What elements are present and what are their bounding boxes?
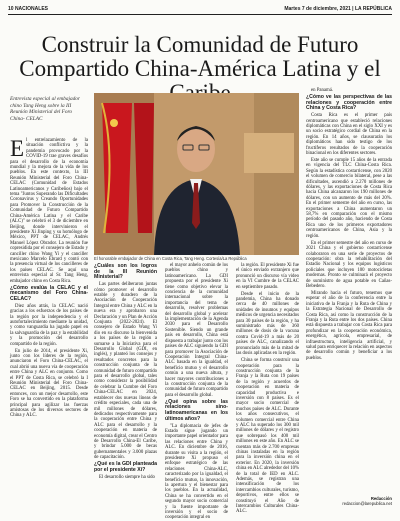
paragraph: Este año se cumple 15 años de la entrada en vigencia del TLC China-Costa Rica. Según la estadística costarricense, con 2020 el volumen de comercio bilateral, pese a las dificultades, ascendió a 2.270 millones de dólares, y las exportaciones de Costa Rica hacia China alcanzaron los 190 millones de dólares, con un aumento de más del 20%. En el primer semestre del año en curso, las exportaciones a China aumentaron un 58,7% en comparación con el mismo período del pasado año, haciendo de Costa Rica uno de los primeros exportadores centroamericanos de China, Asia y la región. [306, 158, 392, 239]
question-heading: ¿Cómo ve las perspectivas de las relaciones y cooperación entre China y Costa Rica? [306, 94, 392, 112]
column-4 [236, 263, 300, 515]
question-heading: ¿Qué opina sobre las relaciones sino-latinoamericanas en los últimos años? [165, 398, 228, 422]
paragraph: En julio de 2014, el presidente Xi, junto con los líderes de la región, anunciaron el Foro China-CELAC, el cual abrió una nueva vía de cooperación entre China y ALC en conjunto. Como el PPT de Costa Rica, se celebró la I Reunión Ministerial del Foro China-CELAC en Beijing, 2015. Desde entonces, con un mejor desarrollo, este Foro se ha convertido en la plataforma principal para agilizar las fuerzas amistosas de los diversos sectores de China y ALC. [10, 348, 88, 419]
paragraph: la región. El presidente Xi fue el único enviado extranjero que pronunció un discurso vía video en la VI Cumbre de la CELAC en septiembre pasado. [236, 263, 299, 290]
question-heading: ¿Cuáles son los logros de la III Reunión Ministerial? [94, 263, 157, 281]
paragraph: el mayor anhelo común de los pueblos chino y latinoamericano. La GDI propuesta por el presidente Xi tiene como objetivo elevar la conciencia de la comunidad internacional sobre la importancia del tema de desarrollo, resolver problemas del desarrollo global y acelerar la implementación de la Agenda 2030 para el Desarrollo Sostenible. Siendo un grande país en desarrollo, China está dispuesta a trabajar junto con los países de ALC siguiendo la GDI para promover la Asociación de Cooperación Integral China-ALC basada en la igualdad, el beneficio mutuo y el desarrollo común a una nueva altura, y hacer mayores contribuciones a la construcción conjunta de la comunidad de futuro compartido para el desarrollo global. [165, 263, 229, 398]
paragraph [10, 138, 88, 284]
paragraph: El desarrollo siempre ha sido [99, 474, 155, 480]
column-3 [165, 263, 229, 521]
drop-cap: E [10, 136, 25, 161]
question-heading: ¿Qué es la GDI planteada por el presidente Xi? [94, 461, 157, 473]
byline-email: redaccion@larepublica.net [342, 501, 392, 506]
paragraph: Desde el inicio de la pandemia, China ha donado cerca de 40 millones de unidades de insumos y equipos médicos de urgencia necesitados para 30 países de la región, y ha suministrado más de 360 millones de dosis de la vacuna contra Covid-19 a más de 20 países de ALC, canalizando el pronunciado más de la mitad de las dosis aplicadas en la región. [236, 291, 299, 357]
ambassador-photo [94, 93, 299, 255]
article-headline: Construir la Comunidad de Futuro Compartido China-América Latina y el [19, 32, 381, 82]
byline-name: Redacción [370, 496, 392, 501]
paragraph: China se forma construir una cooperación para la construcción conjunta de la Franja y la Ruta con 19 países de la región y acuerdos de cooperación en materia de capacidad productiva e inversión con 8 países. Es el mayor socio comercial de muchos países de ALC. Durante los años consecutivos, el volumen comercial entre China y ALC ha superado los 300 mil millones de dólares y el registro que sobrepasó los 400 mil millones en este año. En ALC se cuentan más de 2.700 empresas chinas instaladas en la región para la inversión china en el exterior. En 2020, la inversión china en ALC alrededor del 10% de la total de IED en ALC. Además, se registran una intensificación de los intercambios culturales, turismo, deportivos, entre ellos se constituyó el Año de Intercambios Culturales China-ALC. [236, 358, 300, 515]
paragraph: Las partes deliberaron juntas cómo promover el desarrollo estable y duradero de la Asociación de Cooperación Integral entre China y ALC en la nueva era y aprobaron una Declaración y un Plan de Acción Conjunta (2022-2024). El consejero de Estado Wang Yi dio en su discurso la bienvenida a los países de la región a sumarse a la Iniciativa para el Desarrollo Global (GDI, en inglés), y planteó los consejos y resultados concretos para la construcción conjunta de la comunidad de futuro compartido para el desarrollo global, tales como considerar la posibilidad de celebrar la Cumbre del Foro China-CELAC en 2024, establecer dos nuevas líneas de crédito especiales, cada una de mil millones de dólares, dedicados respectivamente para la cooperación entre China y ALC para el desarrollo y la cooperación en materia de economía digital, crear el Centro de Desarrollo China-El Caribe, y brindar 5.000 de becas gubernamentales y 3.000 plazas de capacitación. [94, 282, 158, 461]
question-heading: ¿Cómo evalúa la CELAC y el mecanismo del Foro China-CELAC? [10, 284, 88, 302]
article-lead: Entrevista especial al embajador chino Tang Heng sobre la III Reunión Ministerial del Foro China- CELAC [10, 96, 80, 122]
paragraph-text: l entrelazamiento de la situación conflictiva y la pandemia provocado por la COVID-19 trae graves desafíos para el desarrollo de la economía mundial y la mejora de la vida de los pueblos. En este contexto, la III Reunión Ministerial del Foro China-CELAC (Comunidad de Estados Latinoamericanos y Caribeños) bajo el tema "Juntos Superando las Dificultades Coronavirus y Creando Oportunidades para Promover la Construcción de la Comunidad de Futuro Compartido China-América Latina y el Caribe (ALC)" se celebró el 3 de diciembre en Beijing, donde intervinieron el presidente Xi Jinping y su homólogo de México, PPT de CELAC, Andrés Manuel López Obrador. La reunión fue copresidida por el consejero de Estado y canciller chino Wang Yi y el canciller mexicano Marcelo Ebrard y contó con la presencia virtual de los cancilleres de los países CELAC. Se aquí una entrevista especial al Sr. Tang Heng, embajador chino en Costa Rica. [10, 138, 88, 284]
date-publication: Martes 7 de diciembre, 2021 | LA REPÚBLICA [284, 6, 392, 12]
paragraph: en Panamá. [311, 88, 334, 93]
page-header [8, 4, 392, 15]
column-2 [94, 263, 157, 506]
column-1 [10, 138, 88, 506]
paragraph: Mirando hacia el futuro, tenemos que esperar el año de la conferencia entre la iniciativa de la Franja y la Ruta de China y la Estrategia Nacional de Desarrollo de Costa Rica, así como la construcción de la Franja y la Ruta entre los dos países. China está dispuesta a trabajar con Costa Rica para profundizar en la cooperación económica, energética, agrícola, empresarial, de infraestructura, inteligencia artificial, y salud para enriquecer la relación en aspectos de desarrollo común y beneficiar a los pueblos. [306, 290, 392, 361]
paragraph: En el primer semestre del año en curso de 2021 China y el gobierno costarricense colaboraron en una serie de proyectos de cooperación: obra la rehabilitación del Estadio Nacional y los equipos logísticos policiales que incluyen 100 motocicletas modernas. Pronto se culminará el proyecto de suministro de agua potable en Cañas-Bebedero. [306, 240, 392, 289]
paragraph: Diez años atrás, la CELAC nació gracias a los esfuerzos de los países de la región por la independencia y el autofortalecimiento mediante la unidad, y como vanguardia ha jugado papel en la salvaguardia de la paz y la estabilidad y la promoción del desarrollo compartido de la región. [10, 303, 88, 347]
paragraph: "La diplomacia de jefes de Estado sigue jugando un importante papel orientador para las relaciones entre China y ALC. En diciembre de 2016, durante su visita a la región, el presidente Xi propuso el enfoque estratégico de las relaciones China-ALC, caracterizado por la igualdad, el beneficio mutuo, la innovación, la apertura y el bienestar para los pueblos. En la actualidad, China se ha convertido en el segundo mayor socio comercial y la fuente importante de inversión y el socio de cooperación integral en [165, 423, 228, 521]
column-5 [306, 88, 392, 506]
paragraph: Costa Rica es el primer país centroamericano que estableció relaciones diplomáticas con China en el siglo XXI y es un socio estratégico cordial de China en la región. En 14 años, se clausurarán los diplomáticos han sido testigo de los fructíferos resultados de la cooperación binacional en los diferentes sectores. [306, 113, 392, 157]
photo-caption: El honorable embajador de China en Costa Rica, Tang Heng. Cortesía/La República [94, 256, 247, 261]
section-label: 10 NACIONALES [8, 6, 49, 12]
byline [342, 496, 392, 506]
